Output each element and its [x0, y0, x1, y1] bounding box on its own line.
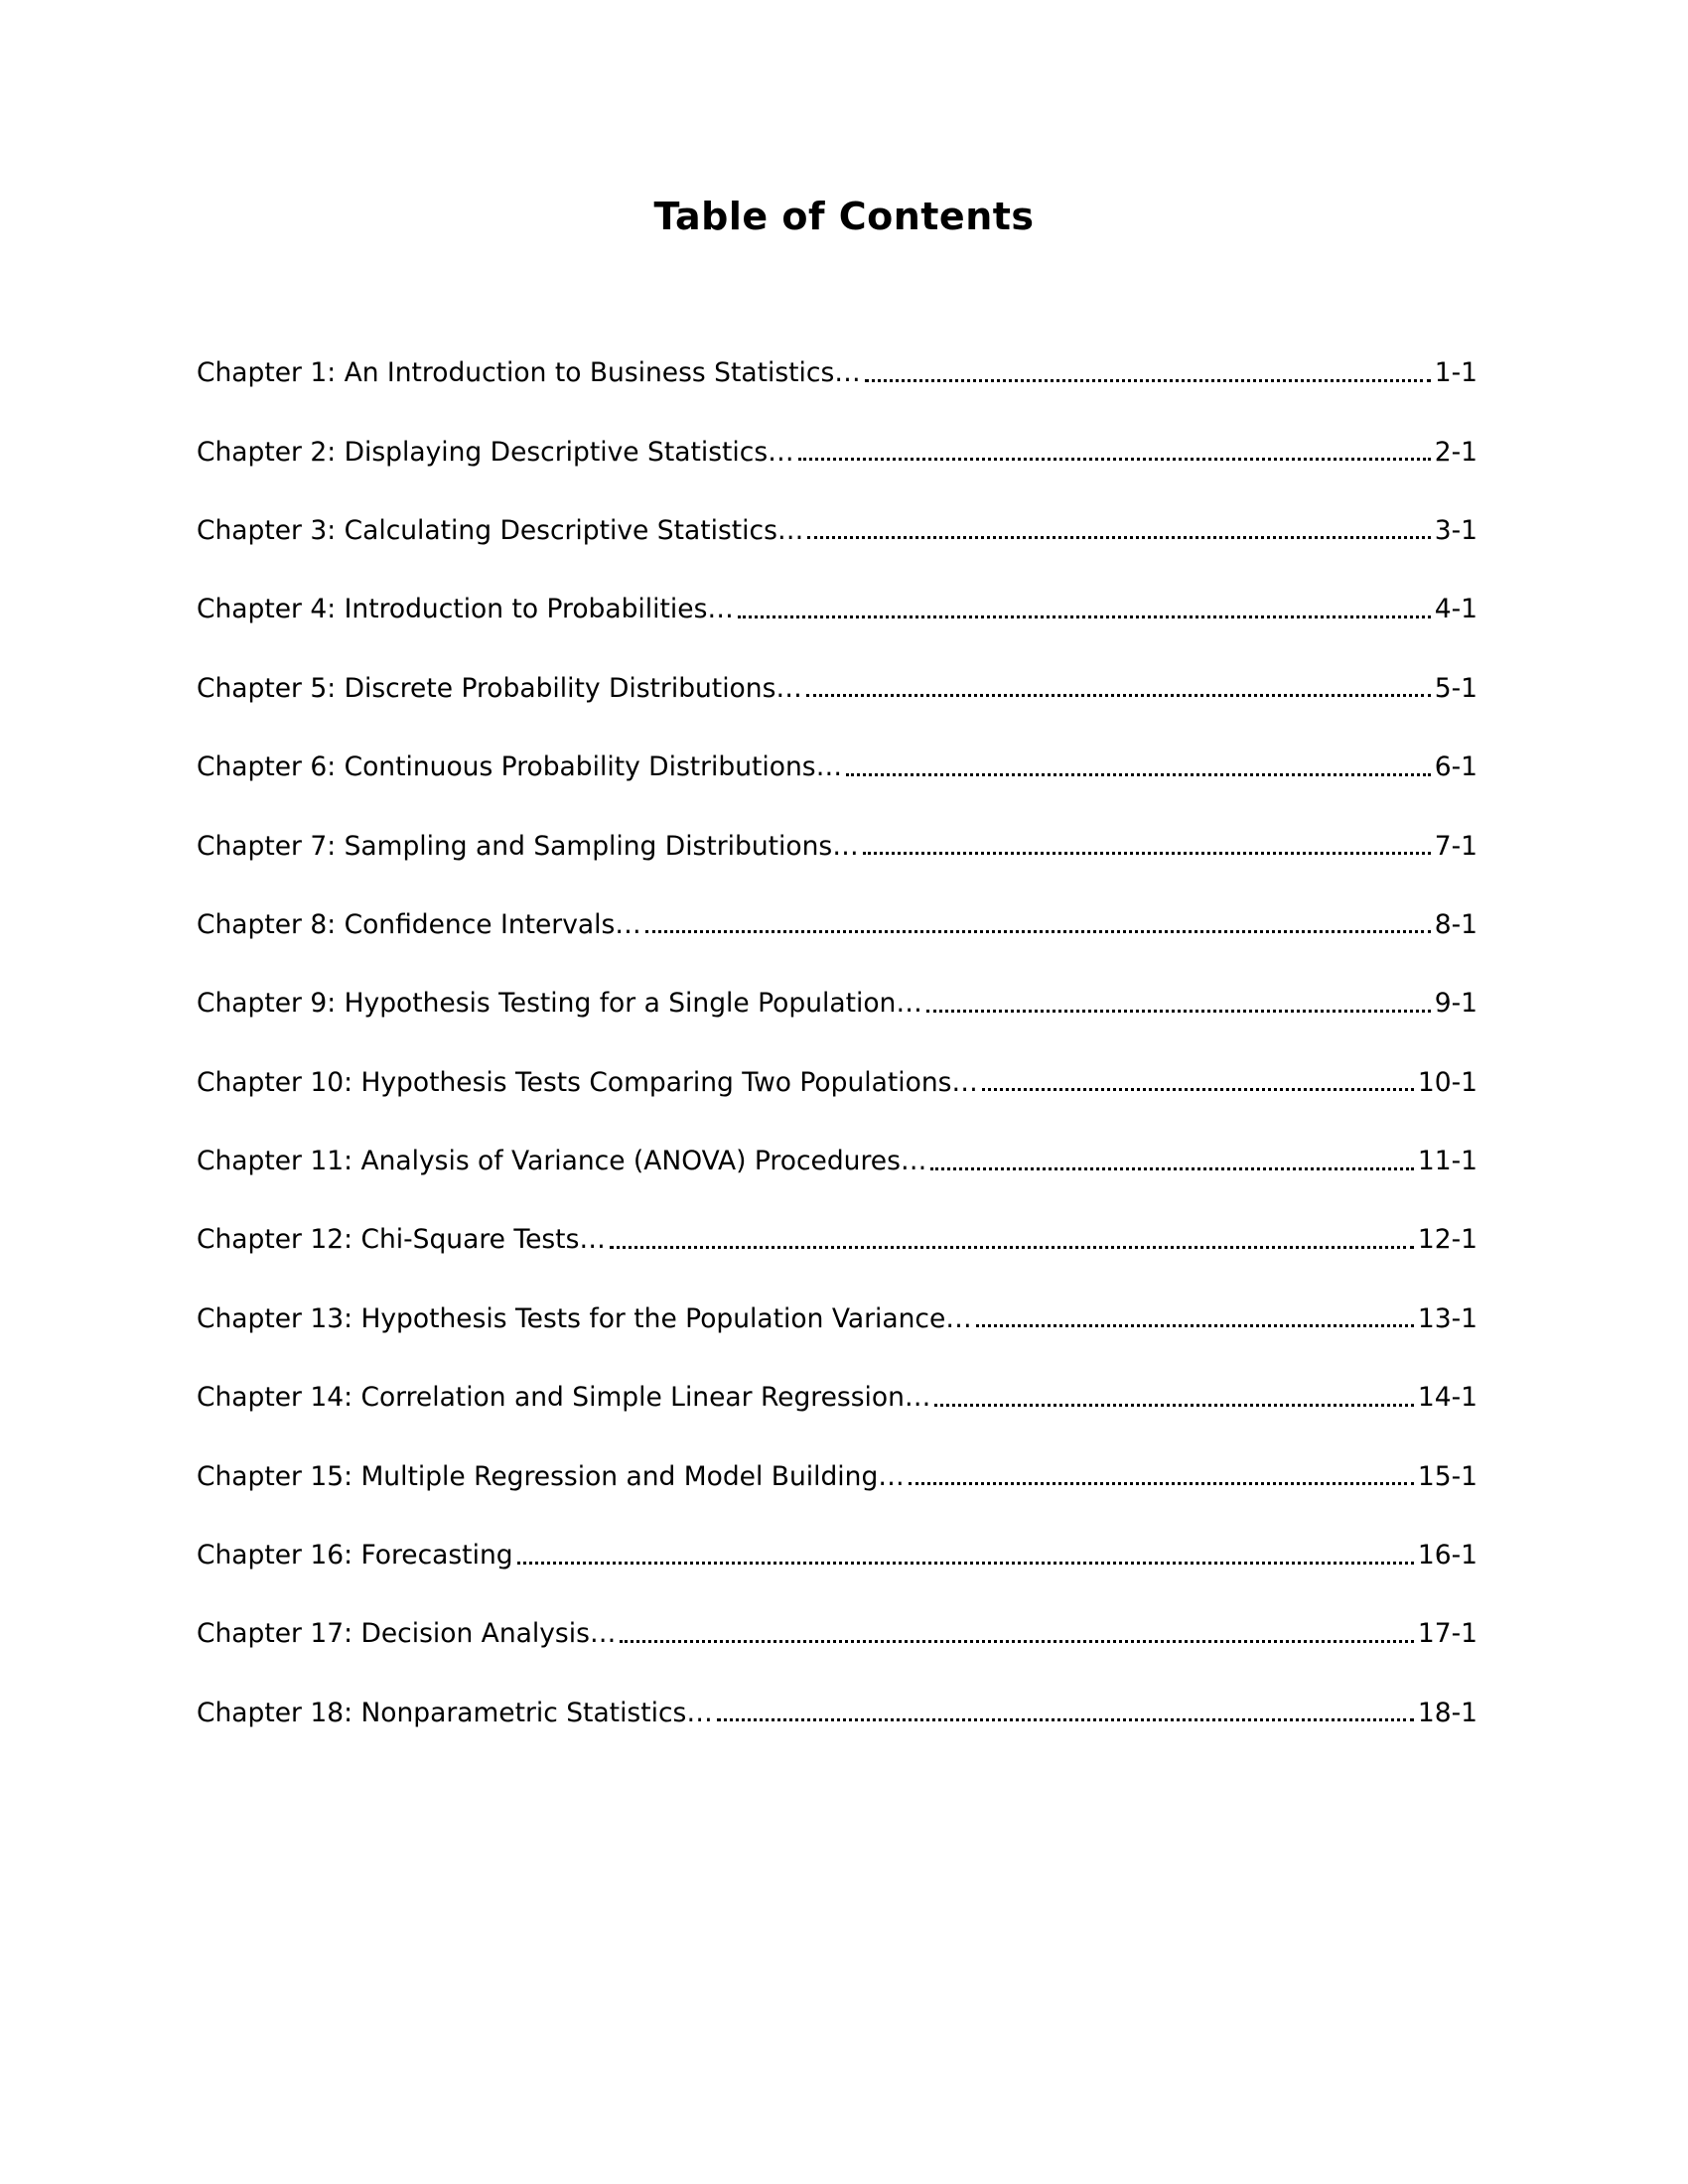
toc-entry-label: Chapter 14: Correlation and Simple Linear Regression…	[197, 1382, 931, 1414]
dot-leader	[926, 989, 1431, 1019]
toc-entry-label: Chapter 13: Hypothesis Tests for the Population Variance…	[197, 1302, 972, 1334]
toc-entry-label: Chapter 10: Hypothesis Tests Comparing Two Populations…	[197, 1066, 978, 1098]
toc-entry-label: Chapter 8: Confidence Intervals…	[197, 908, 641, 940]
table-of-contents	[197, 334, 1477, 1752]
toc-entry-page: 15-1	[1417, 1460, 1477, 1492]
toc-entry-label: Chapter 7: Sampling and Sampling Distributions…	[197, 830, 859, 862]
dot-leader	[620, 1619, 1413, 1649]
toc-entry-label: Chapter 2: Displaying Descriptive Statistics…	[197, 436, 794, 468]
toc-entry-page: 5-1	[1434, 672, 1477, 704]
toc-entry-label: Chapter 6: Continuous Probability Distributions…	[197, 751, 843, 783]
dot-leader	[798, 437, 1431, 467]
toc-entry-label: Chapter 15: Multiple Regression and Model Building…	[197, 1460, 905, 1492]
dot-leader	[717, 1698, 1414, 1727]
dot-leader	[909, 1461, 1414, 1491]
toc-entry-page: 14-1	[1417, 1382, 1477, 1414]
page-title: Table of Contents	[653, 195, 1035, 238]
toc-entry-chapter-8[interactable]	[197, 886, 1477, 964]
toc-entry-page: 4-1	[1434, 594, 1477, 625]
toc-entry-label: Chapter 18: Nonparametric Statistics…	[197, 1697, 713, 1728]
dot-leader	[976, 1303, 1414, 1333]
toc-entry-chapter-12[interactable]	[197, 1200, 1477, 1279]
toc-entry-label: Chapter 12: Chi-Square Tests…	[197, 1224, 606, 1256]
toc-entry-label: Chapter 16: Forecasting	[197, 1540, 513, 1571]
toc-entry-page: 1-1	[1434, 357, 1477, 389]
toc-entry-chapter-18[interactable]	[197, 1674, 1477, 1752]
toc-entry-label: Chapter 9: Hypothesis Testing for a Single Population…	[197, 988, 922, 1020]
toc-entry-chapter-4[interactable]	[197, 570, 1477, 648]
toc-entry-page: 16-1	[1417, 1540, 1477, 1571]
toc-entry-page: 11-1	[1417, 1146, 1477, 1177]
toc-entry-label: Chapter 4: Introduction to Probabilities…	[197, 594, 734, 625]
toc-entry-chapter-13[interactable]	[197, 1280, 1477, 1358]
toc-entry-page: 18-1	[1417, 1697, 1477, 1728]
toc-entry-chapter-7[interactable]	[197, 806, 1477, 885]
toc-entry-label: Chapter 1: An Introduction to Business Statistics…	[197, 357, 861, 389]
toc-entry-chapter-3[interactable]	[197, 491, 1477, 570]
toc-entry-label: Chapter 5: Discrete Probability Distributions…	[197, 672, 802, 704]
toc-entry-chapter-6[interactable]	[197, 728, 1477, 806]
dot-leader	[645, 909, 1431, 939]
toc-entry-chapter-14[interactable]	[197, 1358, 1477, 1436]
toc-entry-chapter-16[interactable]	[197, 1516, 1477, 1594]
toc-entry-label: Chapter 3: Calculating Descriptive Statistics…	[197, 514, 804, 546]
toc-entry-label: Chapter 11: Analysis of Variance (ANOVA) Procedures…	[197, 1146, 927, 1177]
dot-leader	[934, 1383, 1413, 1413]
toc-entry-page: 17-1	[1417, 1618, 1477, 1650]
toc-entry-page: 13-1	[1417, 1302, 1477, 1334]
dot-leader	[610, 1225, 1414, 1255]
toc-entry-chapter-5[interactable]	[197, 649, 1477, 728]
dot-leader	[517, 1541, 1414, 1570]
dot-leader	[863, 831, 1431, 861]
dot-leader	[930, 1147, 1413, 1176]
toc-entry-chapter-1[interactable]	[197, 334, 1477, 412]
toc-entry-page: 10-1	[1417, 1066, 1477, 1098]
toc-entry-page: 9-1	[1434, 988, 1477, 1020]
toc-entry-page: 8-1	[1434, 908, 1477, 940]
toc-entry-chapter-9[interactable]	[197, 964, 1477, 1042]
toc-entry-label: Chapter 17: Decision Analysis…	[197, 1618, 617, 1650]
toc-entry-chapter-10[interactable]	[197, 1043, 1477, 1122]
dot-leader	[982, 1067, 1414, 1097]
toc-entry-page: 6-1	[1434, 751, 1477, 783]
toc-entry-page: 3-1	[1434, 514, 1477, 546]
toc-entry-chapter-2[interactable]	[197, 412, 1477, 490]
toc-entry-chapter-11[interactable]	[197, 1122, 1477, 1200]
dot-leader	[846, 752, 1431, 782]
toc-entry-chapter-15[interactable]	[197, 1436, 1477, 1515]
toc-entry-page: 2-1	[1434, 436, 1477, 468]
dot-leader	[806, 673, 1431, 703]
dot-leader	[807, 515, 1430, 545]
dot-leader	[738, 595, 1431, 624]
toc-entry-page: 12-1	[1417, 1224, 1477, 1256]
toc-entry-page: 7-1	[1434, 830, 1477, 862]
dot-leader	[865, 358, 1431, 388]
toc-entry-chapter-17[interactable]	[197, 1594, 1477, 1673]
